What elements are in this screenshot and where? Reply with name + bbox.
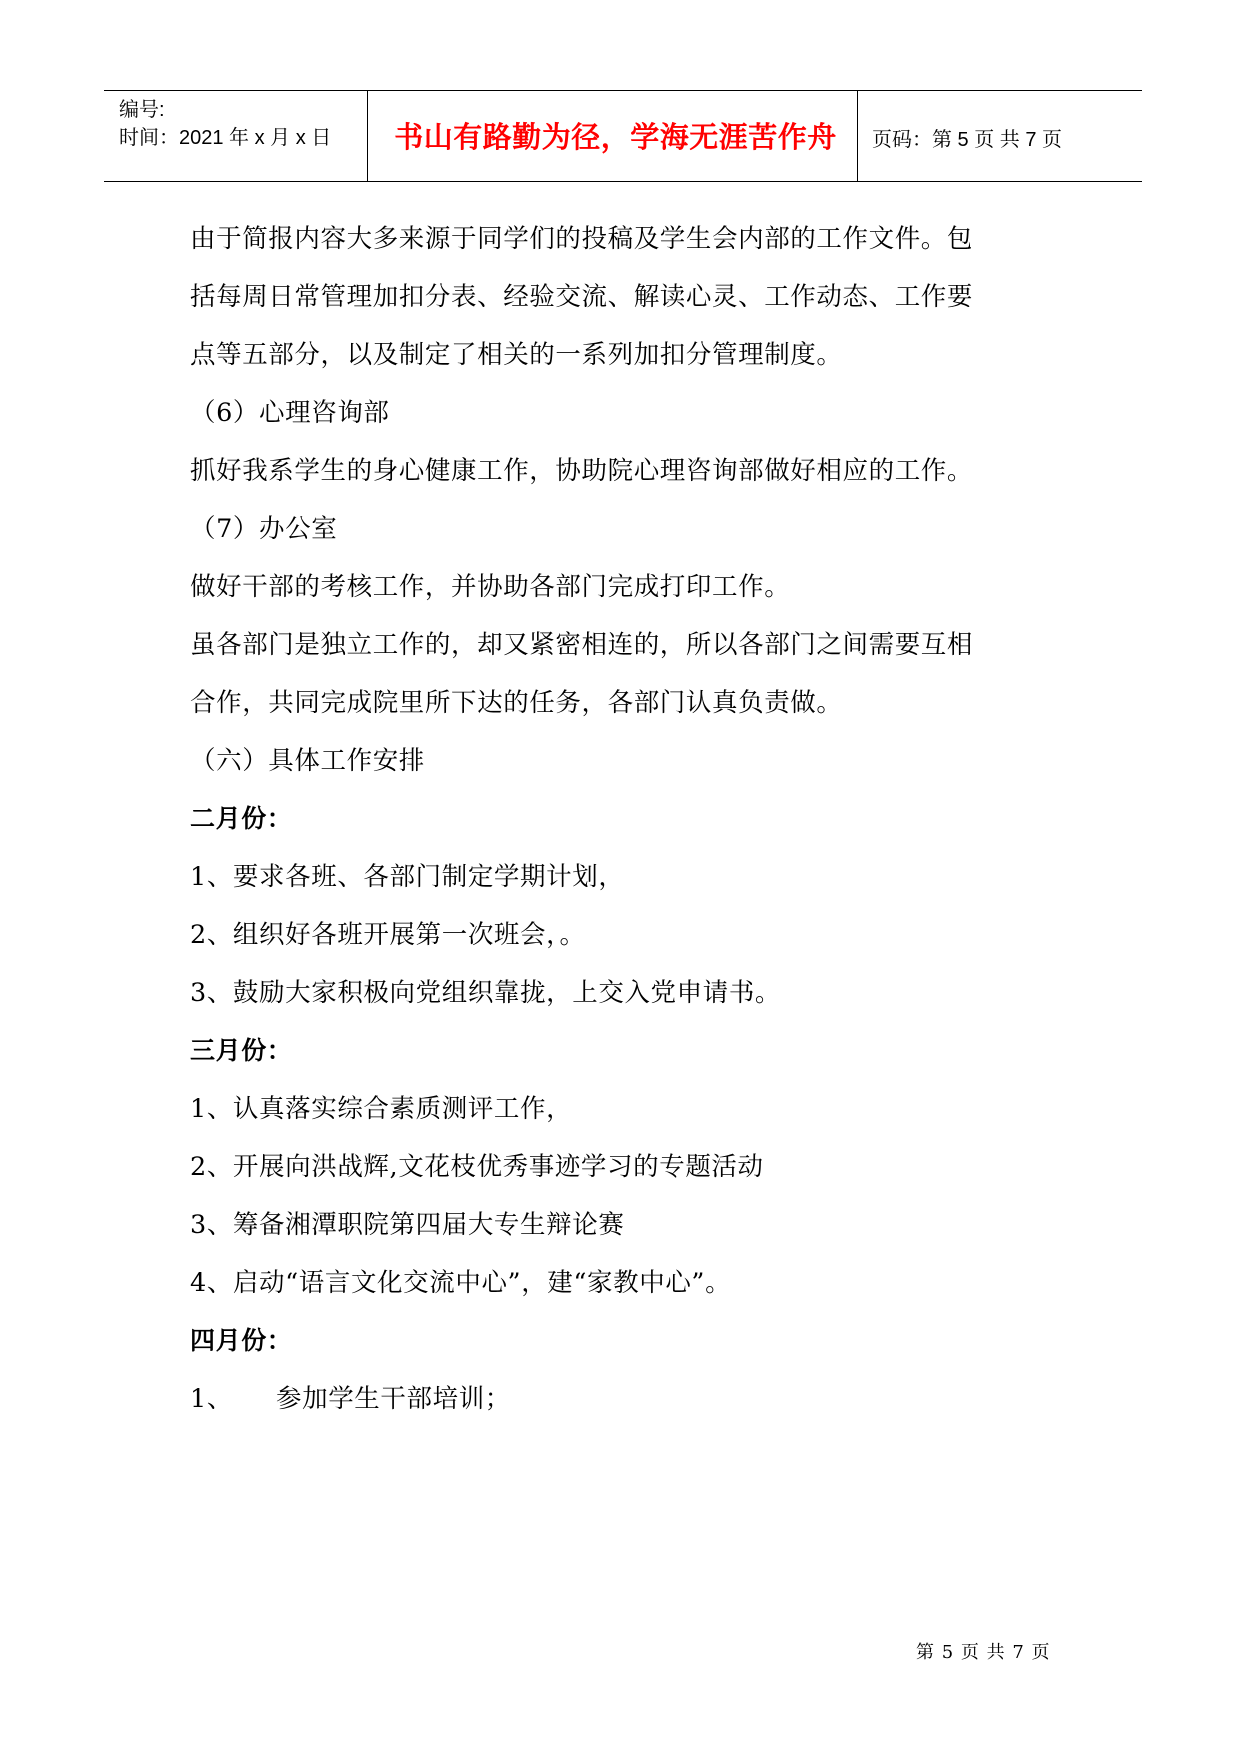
paragraph-line: 做好干部的考核工作，并协助各部门完成打印工作。	[190, 572, 791, 602]
list-item: 4、启动“语言文化交流中心”，建“家教中心”。	[190, 1268, 732, 1298]
header-page-cell	[858, 91, 1142, 181]
list-item-text: 参加学生干部培训；	[276, 1384, 511, 1414]
page-footer: 第 5 页 共 7 页	[916, 1642, 1051, 1663]
section-heading: （6）心理咨询部	[190, 398, 390, 428]
section-heading: （7）办公室	[190, 514, 338, 544]
list-item: 3、鼓励大家积极向党组织靠拢，上交入党申请书。	[190, 978, 782, 1008]
list-item: 1、认真落实综合素质测评工作，	[190, 1094, 573, 1124]
paragraph-line: 括每周日常管理加扣分表、经验交流、解读心灵、工作动态、工作要	[190, 282, 974, 312]
list-item: 2、开展向洪战辉,文花枝优秀事迹学习的专题活动	[190, 1152, 764, 1182]
paragraph-line: 合作，共同完成院里所下达的任务，各部门认真负责做。	[190, 688, 843, 718]
paragraph-line: 虽各部门是独立工作的，却又紧密相连的，所以各部门之间需要互相	[190, 630, 974, 660]
paragraph-line: 抓好我系学生的身心健康工作，协助院心理咨询部做好相应的工作。	[190, 456, 974, 486]
header-motto-cell	[368, 91, 858, 181]
paragraph-line: 点等五部分，以及制定了相关的一系列加扣分管理制度。	[190, 340, 843, 370]
list-item: 1、要求各班、各部门制定学期计划，	[190, 862, 625, 892]
document-number-label: 编号:	[119, 99, 165, 121]
month-heading: 四月份：	[190, 1326, 293, 1355]
month-heading: 三月份：	[190, 1036, 293, 1065]
list-item-number: 1、	[190, 1384, 233, 1414]
list-item: 2、组织好各班开展第一次班会，。	[190, 920, 586, 950]
document-time: 时间：2021 年 x 月 x 日	[119, 127, 332, 149]
header-motto: 书山有路勤为径，学海无涯苦作舟	[394, 119, 837, 154]
list-item: 3、筹备湘潭职院第四届大专生辩论赛	[190, 1210, 625, 1240]
section-heading: （六）具体工作安排	[190, 746, 425, 776]
list-item	[190, 1382, 511, 1416]
document-header	[104, 90, 1142, 182]
paragraph-line: 由于简报内容大多来源于同学们的投稿及学生会内部的工作文件。包	[190, 224, 974, 254]
header-page-info: 页码：第 5 页 共 7 页	[872, 129, 1063, 151]
month-heading: 二月份：	[190, 804, 293, 833]
header-meta-cell	[104, 91, 368, 181]
